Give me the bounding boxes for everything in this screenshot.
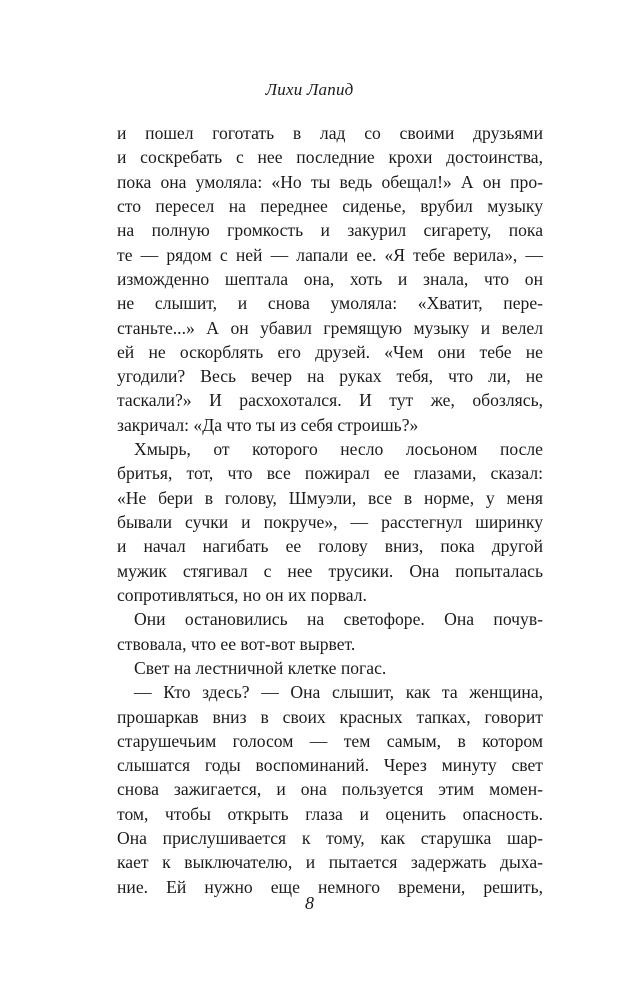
text-line: и пошел гоготать в лад со своими друзьями <box>117 123 543 143</box>
text-line: те — рядом с ней — лапали ее. «Я тебе верила», — <box>117 244 543 265</box>
text-line: «Не бери в голову, Шмуэли, все в норме, у меня <box>117 487 543 508</box>
text-line: Она прислушивается к тому, как старушка шар- <box>117 828 543 849</box>
text-line: мужик стягивал с нее трусики. Она попыталась <box>117 560 543 581</box>
running-head-author: Лихи Лапид <box>265 80 354 99</box>
text-line: станьте...» А он убавил гремящую музыку и велел <box>117 317 543 338</box>
text-line: Хмырь, от которого несло лосьоном после <box>134 439 543 460</box>
text-line: слышатся годы воспоминаний. Через минуту свет <box>117 755 543 776</box>
text-line: ствовала, что ее вот-вот вырвет. <box>117 633 356 654</box>
page-number: 8 <box>305 893 314 913</box>
text-line: ей не оскорблять его друзей. «Чем они тебе не <box>117 341 543 362</box>
text-line: бритья, тот, что все пожирал ее глазами, сказал: <box>117 463 543 484</box>
text-line: кает к выключателю, и пытается задержать дыха- <box>117 852 543 873</box>
text-line: — Кто здесь? — Она слышит, как та женщина, <box>134 682 543 703</box>
text-line: изможденно шептала она, хоть и знала, что он <box>117 268 543 289</box>
text-line: том, чтобы открыть глаза и оценить опасность. <box>117 803 543 824</box>
text-line: и начал нагибать ее голову вниз, пока другой <box>117 536 543 557</box>
text-line: на полную громкость и закурил сигарету, пока <box>117 220 543 241</box>
text-line: старушечьим голосом — тем самым, в котором <box>117 730 543 751</box>
text-line: сопротивляться, но он их порвал. <box>117 584 367 605</box>
body-text <box>117 121 543 899</box>
text-line: пока она умоляла: «Но ты ведь обещал!» А он про- <box>117 171 543 192</box>
text-line: таскали?» И расхохотался. И тут же, обозлясь, <box>117 390 543 411</box>
text-line: Они остановились на светофоре. Она почув- <box>134 609 543 630</box>
text-line: сто пересел на переднее сиденье, врубил музыку <box>117 195 543 216</box>
text-line: снова зажигается, и она пользуется этим момен- <box>117 779 543 800</box>
text-line: ние. Ей нужно еще немного времени, решить, <box>117 876 543 897</box>
text-line: закричал: «Да что ты из себя строишь?» <box>117 414 419 435</box>
text-line: не слышит, и снова умоляла: «Хватит, пере- <box>117 293 543 314</box>
text-line: угодили? Весь вечер на руках тебя, что ли, не <box>117 366 543 387</box>
text-line: и соскребать с нее последние крохи достоинства, <box>117 147 543 168</box>
text-line: бывали сучки и покруче», — расстегнул ширинку <box>117 512 543 532</box>
text-line: Свет на лестничной клетке погас. <box>134 657 387 678</box>
text-line: прошаркав вниз в своих красных тапках, говорит <box>117 706 543 727</box>
